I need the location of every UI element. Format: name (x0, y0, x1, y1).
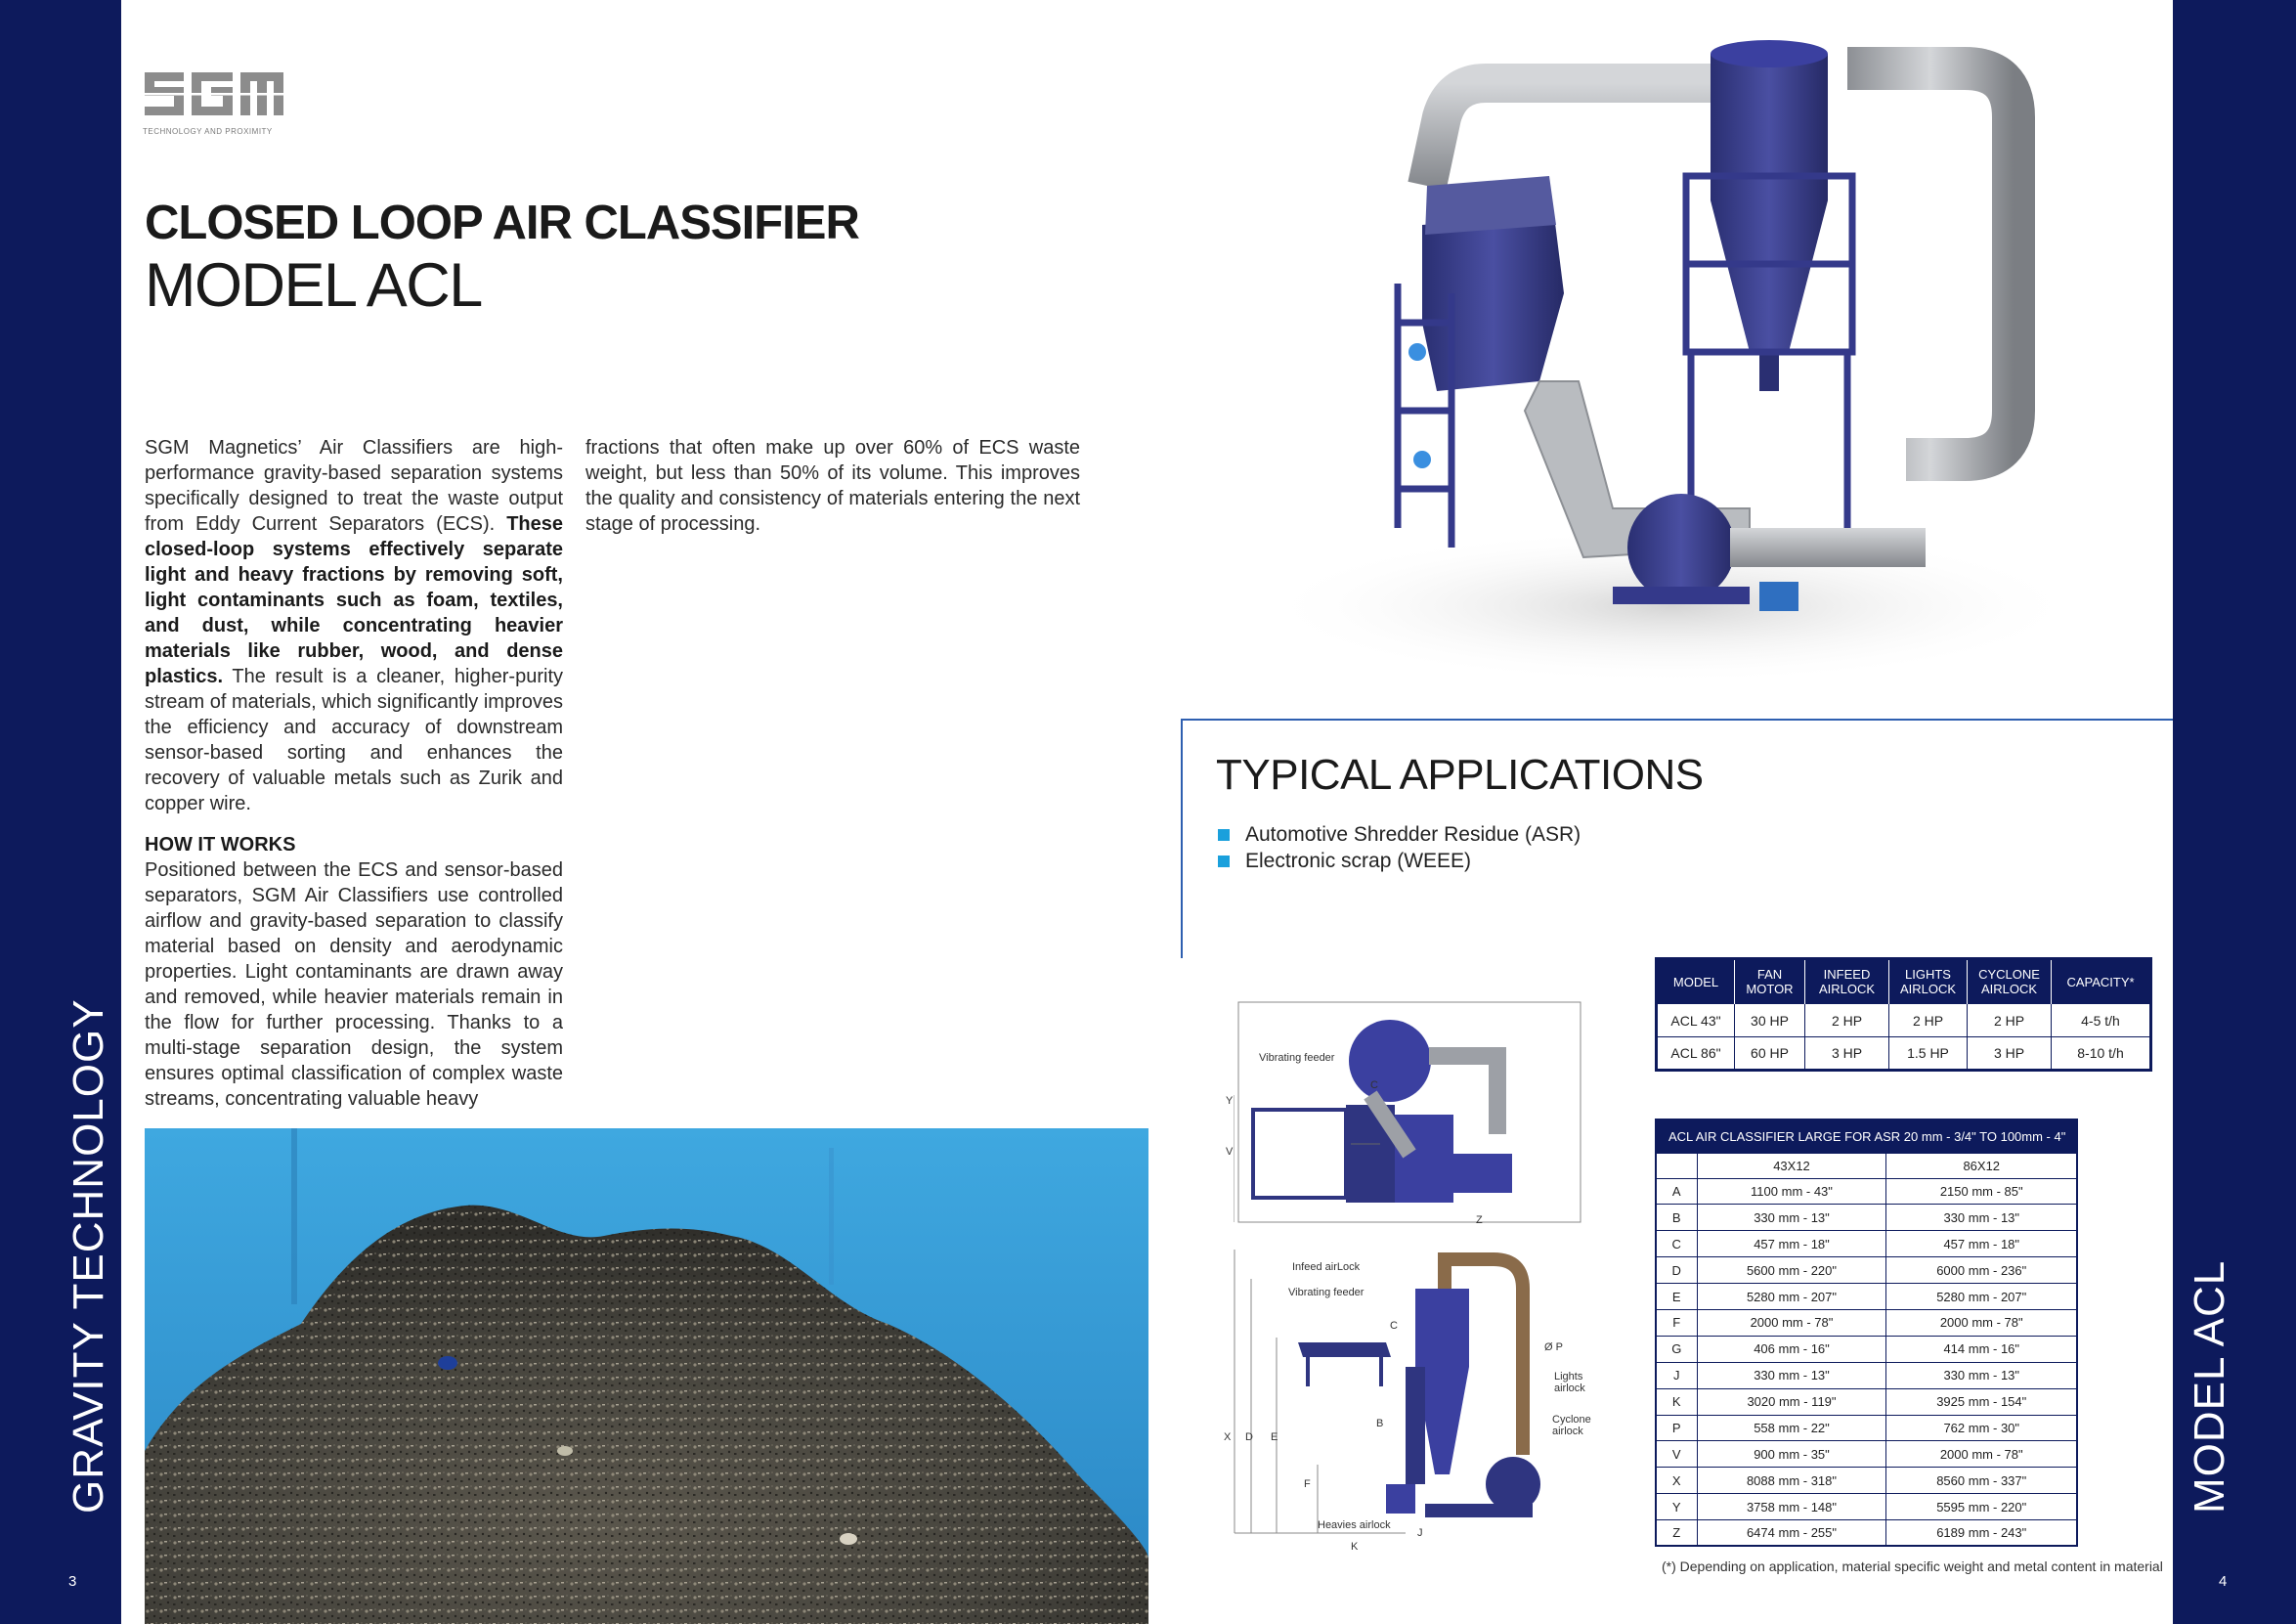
table-cell: 330 mm - 13" (1697, 1362, 1886, 1388)
table-cell: 330 mm - 13" (1886, 1205, 2077, 1231)
bullet-square-icon (1218, 856, 1230, 867)
application-label: Electronic scrap (WEEE) (1245, 850, 1472, 872)
left-section-label: GRAVITY TECHNOLOGY (65, 998, 112, 1514)
table-cell: 6000 mm - 236" (1886, 1257, 2077, 1284)
table-cell: 5595 mm - 220" (1886, 1494, 2077, 1520)
table-cell: X (1656, 1468, 1697, 1494)
table-cell: 1.5 HP (1889, 1037, 1968, 1071)
side-view-diagram (1224, 1250, 1593, 1555)
table-cell: A (1656, 1178, 1697, 1205)
intro-column-2 (585, 435, 1080, 537)
table-cell: G (1656, 1336, 1697, 1362)
table-cell: 2000 mm - 78" (1886, 1441, 2077, 1468)
diagram-label: X (1224, 1431, 1232, 1443)
table-cell: 457 mm - 18" (1886, 1231, 2077, 1257)
dimensions-title: ACL AIR CLASSIFIER LARGE FOR ASR 20 mm - 3/4" TO 100mm - 4" (1656, 1119, 2077, 1153)
table-cell: ACL 43" (1657, 1004, 1735, 1037)
table-cell: 3758 mm - 148" (1697, 1494, 1886, 1520)
page-title: CLOSED LOOP AIR CLASSIFIER (145, 197, 859, 249)
column-header (1656, 1153, 1697, 1178)
table-cell: J (1656, 1362, 1697, 1388)
table-cell: 8560 mm - 337" (1886, 1468, 2077, 1494)
how-it-works-heading: HOW IT WORKS (145, 834, 296, 856)
column-header: INFEED AIRLOCK (1805, 959, 1889, 1004)
table-cell: P (1656, 1415, 1697, 1441)
table-cell: 2000 mm - 78" (1697, 1309, 1886, 1336)
bullet-square-icon (1218, 829, 1230, 841)
table-row (1656, 1257, 2077, 1284)
table-row (1656, 1336, 2077, 1362)
list-item (1218, 821, 1581, 848)
column-header: MODEL (1657, 959, 1735, 1004)
diagram-label: Cyclone airlock (1552, 1414, 1591, 1437)
table-cell: V (1656, 1441, 1697, 1468)
diagram-label: V (1226, 1146, 1234, 1158)
diagram-label: E (1271, 1431, 1278, 1443)
table-cell: F (1656, 1309, 1697, 1336)
table-row (1656, 1284, 2077, 1310)
table-row (1656, 1415, 2077, 1441)
dimensions-header-row (1656, 1153, 2077, 1178)
table-cell: 1100 mm - 43" (1697, 1178, 1886, 1205)
table-cell: 406 mm - 16" (1697, 1336, 1886, 1362)
diagram-label: J (1417, 1527, 1423, 1539)
table-cell: 8-10 t/h (2052, 1037, 2151, 1071)
list-item (1218, 848, 1581, 874)
table-row (1656, 1205, 2077, 1231)
table-cell: 8088 mm - 318" (1697, 1468, 1886, 1494)
table-cell: 3 HP (1968, 1037, 2052, 1071)
table-cell: Z (1656, 1520, 1697, 1547)
how-it-works-text: Positioned between the ECS and sensor-based separators, SGM Air Classifiers use controlled airflow and gravity-based separation to classify material based on density and aerodynamic properties. Light contaminants are drawn away and removed, while heavier materials remain in the flow for further processing. Thanks to a multi-stage separation design, the system ensures optimal classification of complex waste streams, concentrating valuable heavy (145, 859, 563, 1110)
table-cell: C (1656, 1231, 1697, 1257)
application-label: Automotive Shredder Residue (ASR) (1245, 823, 1581, 846)
table-cell: 762 mm - 30" (1886, 1415, 2077, 1441)
table-cell: 4-5 t/h (2052, 1004, 2151, 1037)
table-cell: B (1656, 1205, 1697, 1231)
table-cell: 558 mm - 22" (1697, 1415, 1886, 1441)
table-cell: 5600 mm - 220" (1697, 1257, 1886, 1284)
logo-tagline: TECHNOLOGY AND PROXIMITY (143, 127, 273, 136)
table-cell: 900 mm - 35" (1697, 1441, 1886, 1468)
table-cell: 3925 mm - 154" (1886, 1388, 2077, 1415)
right-section-label: MODEL ACL (2186, 1259, 2233, 1514)
diagram-label: Lights airlock (1554, 1371, 1585, 1394)
applications-list (1218, 821, 1581, 874)
column-header: CAPACITY* (2052, 959, 2151, 1004)
diagram-label: Vibrating feeder (1259, 1052, 1335, 1064)
table-cell: E (1656, 1284, 1697, 1310)
table-row (1656, 1231, 2077, 1257)
table-row (1657, 1004, 2151, 1037)
table-cell: 3 HP (1805, 1037, 1889, 1071)
table-cell: 2 HP (1968, 1004, 2052, 1037)
column-header: FAN MOTOR (1735, 959, 1805, 1004)
table-cell: 2 HP (1889, 1004, 1968, 1037)
table-cell: 457 mm - 18" (1697, 1231, 1886, 1257)
column-header: 43X12 (1697, 1153, 1886, 1178)
table-cell: 2 HP (1805, 1004, 1889, 1037)
table-row (1656, 1388, 2077, 1415)
table-row (1656, 1309, 2077, 1336)
sgm-logo (143, 66, 287, 136)
table-row (1657, 1037, 2151, 1071)
table-cell: 5280 mm - 207" (1697, 1284, 1886, 1310)
table-row (1656, 1362, 2077, 1388)
intro-text-b: The result is a cleaner, higher-purity stream of materials, which significantly improves the efficiency and accuracy of downstream sensor-based sorting and enhances the recovery of valuable metals such as Zurik and copper wire. (145, 666, 563, 814)
table-cell: K (1656, 1388, 1697, 1415)
table-cell: 60 HP (1735, 1037, 1805, 1071)
table-cell: Y (1656, 1494, 1697, 1520)
table-cell: D (1656, 1257, 1697, 1284)
table-cell: 30 HP (1735, 1004, 1805, 1037)
applications-title: TYPICAL APPLICATIONS (1216, 751, 1704, 799)
table-row (1656, 1494, 2077, 1520)
intro-text-a: SGM Magnetics’ Air Classifiers are high-performance gravity-based separation systems specifically designed to treat the waste output from Eddy Current Separators (ECS). (145, 437, 563, 535)
page-subtitle: MODEL ACL (145, 251, 482, 320)
diagram-label: Infeed airLock (1292, 1261, 1361, 1273)
footnote: (*) Depending on application, material specific weight and metal content in material (1662, 1558, 2163, 1574)
diagram-label: D (1245, 1431, 1253, 1443)
table-row (1656, 1468, 2077, 1494)
diagram-label: B (1376, 1418, 1384, 1429)
table-cell: 414 mm - 16" (1886, 1336, 2077, 1362)
intro-continuation: fractions that often make up over 60% of ECS waste weight, but less than 50% of its volume. This improves the quality and consistency of materials entering the next stage of processing. (585, 437, 1080, 535)
air-classifier-render (1202, 0, 2173, 706)
table-cell: ACL 86" (1657, 1037, 1735, 1071)
waste-pile-photo (145, 1128, 1148, 1624)
diagram-label: Vibrating feeder (1288, 1287, 1365, 1298)
column-header: LIGHTS AIRLOCK (1889, 959, 1968, 1004)
table-cell: 6189 mm - 243" (1886, 1520, 2077, 1547)
spec-table (1655, 957, 2152, 1072)
top-view-drawing (1234, 997, 1585, 1234)
intro-paragraph (145, 435, 563, 816)
table-cell: 2000 mm - 78" (1886, 1309, 2077, 1336)
intro-text-bold: These closed-loop systems effectively separate light and heavy fractions by removing soft, light contaminants such as foam, textiles, and dust, while concentrating heavier materials like rubber, wood, and dense plastics. (145, 513, 563, 687)
intro-column-1 (145, 435, 563, 1112)
table-cell: 5280 mm - 207" (1886, 1284, 2077, 1310)
table-cell: 3020 mm - 119" (1697, 1388, 1886, 1415)
table-row (1656, 1178, 2077, 1205)
column-header: CYCLONE AIRLOCK (1968, 959, 2052, 1004)
right-page-number: 4 (2219, 1573, 2228, 1590)
table-cell: 330 mm - 13" (1886, 1362, 2077, 1388)
top-view-diagram (1226, 997, 1585, 1234)
diagram-label: Ø P (1544, 1341, 1563, 1353)
column-header: 86X12 (1886, 1153, 2077, 1178)
table-row (1656, 1520, 2077, 1547)
table-cell: 330 mm - 13" (1697, 1205, 1886, 1231)
diagram-label: C (1390, 1320, 1398, 1332)
spec-header-row (1657, 959, 2151, 1004)
left-page-number: 3 (68, 1573, 77, 1590)
diagram-label: Heavies airlock (1318, 1519, 1391, 1531)
table-row (1656, 1441, 2077, 1468)
diagram-label: F (1304, 1478, 1311, 1490)
diagram-label: K (1351, 1541, 1359, 1553)
side-view-drawing (1230, 1250, 1593, 1555)
table-cell: 2150 mm - 85" (1886, 1178, 2077, 1205)
dimensions-table (1655, 1119, 2078, 1547)
diagram-label: Z (1476, 1214, 1483, 1226)
table-cell: 6474 mm - 255" (1697, 1520, 1886, 1547)
sgm-logo-mark (143, 66, 285, 121)
diagram-label: Y (1226, 1095, 1234, 1107)
diagram-label: C (1370, 1079, 1378, 1091)
